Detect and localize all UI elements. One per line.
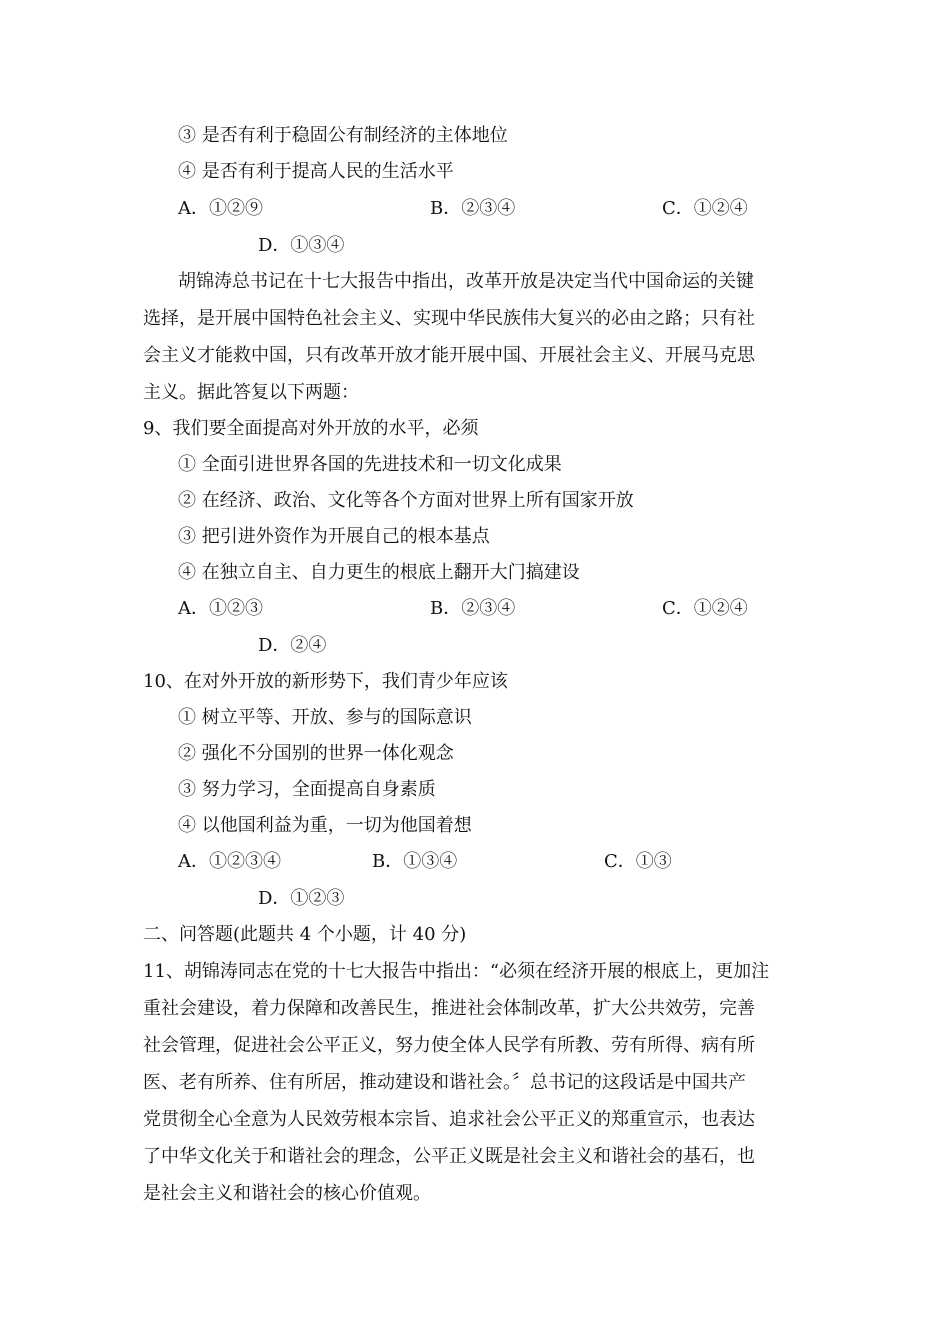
q9-stem: 9、我们要全面提高对外开放的水平，必须 bbox=[143, 418, 479, 439]
q9-option-b: B．②③④ bbox=[430, 598, 516, 619]
q8-option-b: B．②③④ bbox=[430, 198, 516, 219]
q10-item-4: ④ 以他国利益为重，一切为他国着想 bbox=[178, 815, 472, 836]
q9-item-3: ③ 把引进外资作为开展自己的根本基点 bbox=[178, 526, 490, 547]
q9-item-2: ② 在经济、政治、文化等各个方面对世界上所有国家开放 bbox=[178, 490, 634, 511]
section-2-title: 二、问答题(此题共 4 个小题，计 40 分) bbox=[143, 924, 467, 945]
q8-option-d: D．①③④ bbox=[258, 235, 345, 256]
q9-option-a: A．①②③ bbox=[178, 598, 263, 619]
q11-line-1: 11、胡锦涛同志在党的十七大报告中指出：“必须在经济开展的根底上，更加注 bbox=[143, 961, 770, 982]
q9-option-c: C．①②④ bbox=[662, 598, 748, 619]
intro-line-2: 选择，是开展中国特色社会主义、实现中华民族伟大复兴的必由之路；只有社 bbox=[143, 308, 755, 329]
q11-line-7: 是社会主义和谐社会的核心价值观。 bbox=[143, 1183, 431, 1204]
intro-line-4: 主义。据此答复以下两题： bbox=[143, 382, 359, 403]
q9-option-d: D．②④ bbox=[258, 635, 327, 656]
q9-item-4: ④ 在独立自主、自力更生的根底上翻开大门搞建设 bbox=[178, 562, 580, 583]
q11-line-2: 重社会建设，着力保障和改善民生，推进社会体制改革，扩大公共效劳，完善 bbox=[143, 998, 755, 1019]
q11-line-5: 党贯彻全心全意为人民效劳根本宗旨、追求社会公平正义的郑重宣示，也表达 bbox=[143, 1109, 755, 1130]
q10-option-c: C．①③ bbox=[604, 851, 672, 872]
q11-line-3: 社会管理，促进社会公平正义，努力使全体人民学有所教、劳有所得、病有所 bbox=[143, 1035, 755, 1056]
q11-line-4: 医、老有所养、住有所居，推动建设和谐社会。〞总书记的这段话是中国共产 bbox=[143, 1072, 746, 1093]
q10-option-a: A．①②③④ bbox=[178, 851, 281, 872]
q8-item-4: ④ 是否有利于提高人民的生活水平 bbox=[178, 161, 454, 182]
q9-item-1: ① 全面引进世界各国的先进技术和一切文化成果 bbox=[178, 454, 562, 475]
q10-item-1: ① 树立平等、开放、参与的国际意识 bbox=[178, 707, 472, 728]
q11-line-6: 了中华文化关于和谐社会的理念，公平正义既是社会主义和谐社会的基石，也 bbox=[143, 1146, 755, 1167]
q10-item-2: ② 强化不分国别的世界一体化观念 bbox=[178, 743, 454, 764]
intro-line-3: 会主义才能救中国，只有改革开放才能开展中国、开展社会主义、开展马克思 bbox=[143, 345, 755, 366]
q10-option-d: D．①②③ bbox=[258, 888, 345, 909]
q10-item-3: ③ 努力学习，全面提高自身素质 bbox=[178, 779, 436, 800]
q8-option-c: C．①②④ bbox=[662, 198, 748, 219]
intro-line-1: 胡锦涛总书记在十七大报告中指出，改革开放是决定当代中国命运的关键 bbox=[178, 271, 754, 292]
q8-item-3: ③ 是否有利于稳固公有制经济的主体地位 bbox=[178, 125, 508, 146]
q10-stem: 10、在对外开放的新形势下，我们青少年应该 bbox=[143, 671, 508, 692]
q8-option-a: A．①②⑨ bbox=[178, 198, 263, 219]
q10-option-b: B．①③④ bbox=[372, 851, 458, 872]
